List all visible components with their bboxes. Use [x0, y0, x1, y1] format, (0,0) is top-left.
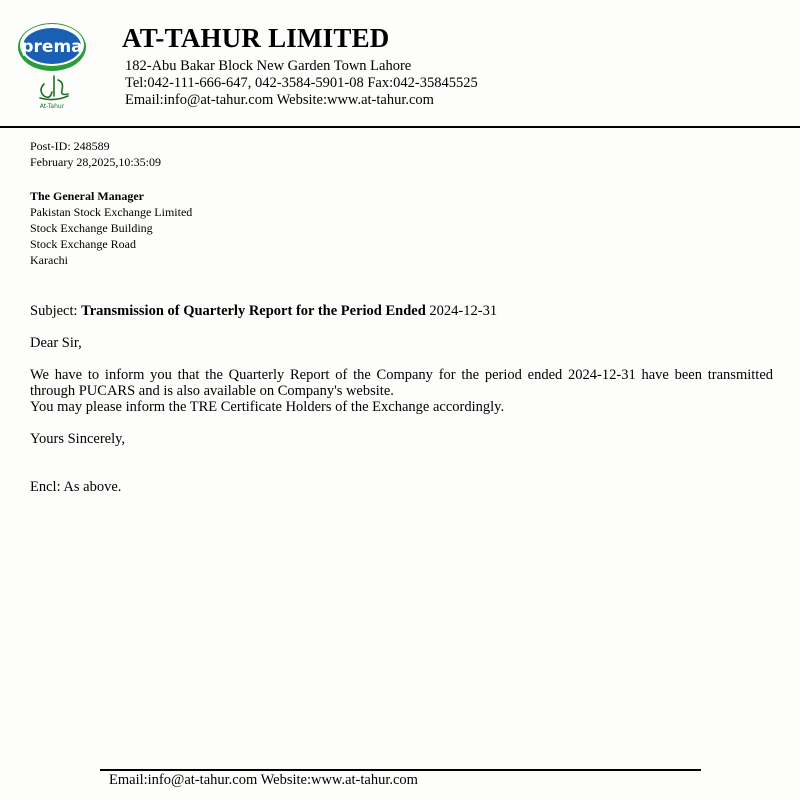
recipient-line-3: Stock Exchange Road [30, 237, 136, 251]
company-logo [14, 20, 94, 116]
company-name: AT-TAHUR LIMITED [122, 23, 390, 53]
recipient-address [30, 188, 192, 268]
post-id: Post-ID: 248589 [30, 139, 110, 153]
subject-text: Transmission of Quarterly Report for the Period Ended [81, 303, 426, 319]
header-divider [0, 126, 800, 128]
subject-label: Subject: [30, 303, 78, 319]
post-datetime: February 28,2025,10:35:09 [30, 155, 161, 169]
footer-divider [100, 769, 701, 771]
prema-logo-icon [14, 20, 94, 116]
company-address: 182-Abu Bakar Block New Garden Town Lahore [125, 58, 412, 74]
body-paragraph [30, 367, 773, 415]
company-email-website: Email:info@at-tahur.com Website:www.at-tahur.com [125, 92, 434, 108]
logo-subtext: At-Tahur [39, 103, 65, 110]
recipient-line-1: Pakistan Stock Exchange Limited [30, 205, 193, 219]
subject-date: 2024-12-31 [429, 303, 498, 319]
body-line-3: You may please inform the TRE Certificate Holders of the Exchange accordingly. [30, 399, 505, 415]
letterhead [122, 22, 478, 109]
closing: Yours Sincerely, [30, 431, 126, 447]
recipient-title: The General Manager [30, 189, 144, 203]
post-meta [30, 138, 161, 170]
company-phone-fax: Tel:042-111-666-647, 042-3584-5901-08 Fax:042-35845525 [125, 75, 478, 91]
footer-email-website: Email:info@at-tahur.com Website:www.at-tahur.com [109, 772, 418, 788]
recipient-line-4: Karachi [30, 253, 68, 267]
recipient-line-2: Stock Exchange Building [30, 221, 153, 235]
enclosure-note: Encl: As above. [30, 479, 122, 495]
logo-wordmark: prema [21, 37, 83, 57]
body-line-2: through PUCARS and is also available on Company's website. [30, 383, 394, 399]
subject-line [30, 303, 773, 319]
body-line-1: We have to inform you that the Quarterly Report of the Company for the period ended 2024-12-31 have been transmitted [30, 367, 773, 383]
salutation: Dear Sir, [30, 335, 82, 351]
